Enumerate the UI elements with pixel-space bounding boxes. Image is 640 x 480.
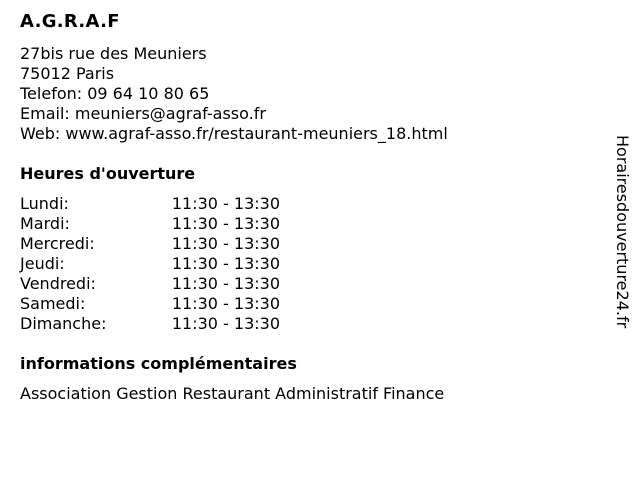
email-address[interactable]: Email: meuniers@agraf-asso.fr: [20, 104, 266, 123]
site-watermark: [612, 135, 632, 345]
website-link[interactable]: Web: www.agraf-asso.fr/restaurant-meuniers_18.html: [20, 124, 448, 143]
day-label: Dimanche:: [20, 314, 107, 333]
hours-row-samedi: [20, 294, 280, 314]
hours-row-dimanche: [20, 314, 280, 334]
contact-block: [20, 44, 448, 144]
watermark-text: Horairesdouverture24.fr: [613, 135, 632, 329]
day-hours: 11:30 - 13:30: [171, 294, 280, 313]
additional-info-heading: informations complémentaires: [20, 354, 297, 373]
day-label: Jeudi:: [20, 254, 65, 273]
hours-row-jeudi: [20, 254, 280, 274]
address-city: 75012 Paris: [20, 64, 115, 83]
hours-row-mardi: [20, 214, 280, 234]
hours-row-vendredi: [20, 274, 280, 294]
day-label: Vendredi:: [20, 274, 96, 293]
day-hours: 11:30 - 13:30: [171, 254, 280, 273]
opening-hours-table: [20, 194, 280, 334]
day-label: Lundi:: [20, 194, 69, 213]
opening-hours-heading: Heures d'ouverture: [20, 164, 196, 183]
day-label: Mercredi:: [20, 234, 95, 253]
day-hours: 11:30 - 13:30: [171, 274, 280, 293]
additional-info-text: Association Gestion Restaurant Administratif Finance: [20, 384, 445, 403]
address-street: 27bis rue des Meuniers: [20, 44, 207, 63]
hours-row-lundi: [20, 194, 280, 214]
day-hours: 11:30 - 13:30: [171, 234, 280, 253]
day-label: Samedi:: [20, 294, 86, 313]
day-hours: 11:30 - 13:30: [171, 194, 280, 213]
day-hours: 11:30 - 13:30: [171, 314, 280, 333]
phone-number[interactable]: Telefon: 09 64 10 80 65: [20, 84, 210, 103]
hours-row-mercredi: [20, 234, 280, 254]
business-name: A.G.R.A.F: [20, 11, 120, 32]
day-hours: 11:30 - 13:30: [171, 214, 280, 233]
day-label: Mardi:: [20, 214, 70, 233]
